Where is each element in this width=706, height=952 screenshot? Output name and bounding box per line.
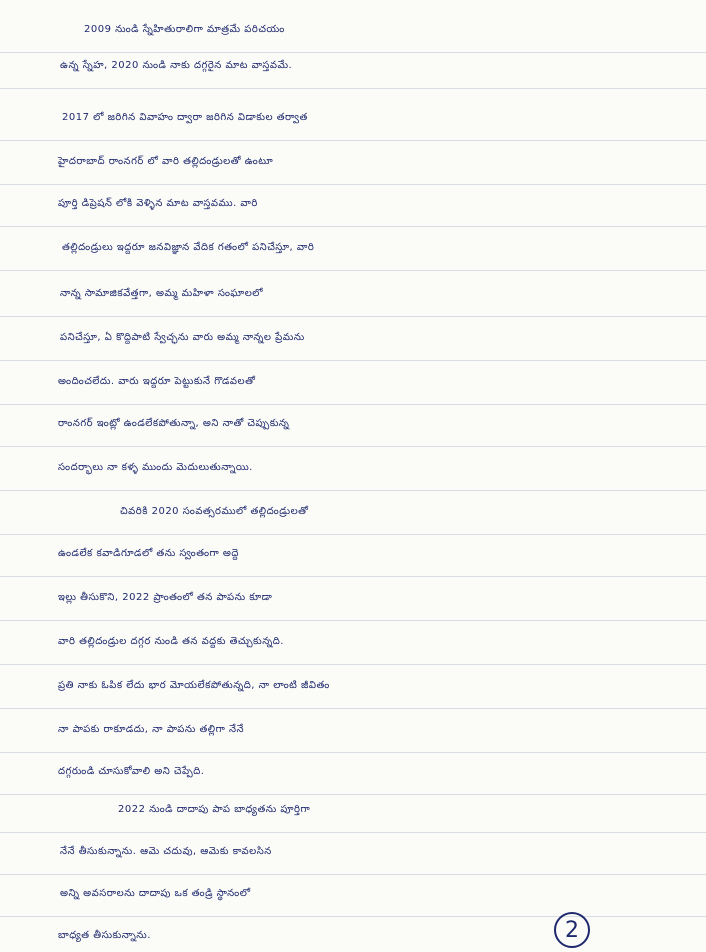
ruled-line (0, 874, 706, 875)
ruled-line (0, 620, 706, 621)
ruled-line (0, 664, 706, 665)
ruled-line (0, 534, 706, 535)
ruled-line (0, 708, 706, 709)
handwritten-line: దగ్గరుండి చూసుకోవాలి అని చెప్పేది. (58, 766, 205, 777)
ruled-line (0, 226, 706, 227)
ruled-line (0, 752, 706, 753)
handwritten-line: అన్ని అవసరాలను దాదాపు ఒక తండ్రి స్థానంలో (60, 888, 251, 899)
ruled-line (0, 446, 706, 447)
ruled-line (0, 88, 706, 89)
ruled-line (0, 576, 706, 577)
ruled-line (0, 832, 706, 833)
ruled-line (0, 916, 706, 917)
handwritten-line: చివరికి 2020 సంవత్సరములో తల్లిదండ్రులతో (120, 506, 309, 517)
handwritten-line: ఉన్న స్నేహ, 2020 నుండి నాకు దగ్గరైన మాట వాస్తవమే. (60, 60, 293, 71)
handwritten-line: అందించలేదు. వారు ఇద్దరూ పెట్టుకునే గొడవలతో (58, 376, 256, 387)
handwritten-line: ప్రతి నాకు ఓపిక లేదు భార మోయలేకపోతున్నది, నా లాంటి జీవితం (58, 680, 330, 691)
handwritten-line: నా పాపకు రాకూడదు, నా పాపను తల్లిగా నేనే (58, 724, 245, 735)
handwritten-line: పనిచేస్తూ, ఏ కొద్దిపాటి స్వేచ్ఛను వారు అమ్మ నాన్నల ప్రేమను (60, 332, 305, 343)
handwritten-line: బాధ్యత తీసుకున్నాను. (58, 930, 151, 941)
ruled-line (0, 184, 706, 185)
handwritten-line: 2017 లో జరిగిన వివాహం ద్వారా జరిగిన విడాకుల తర్వాత (62, 112, 308, 123)
handwritten-line: నాన్న సామాజికవేత్తగా, అమ్మ మహిళా సంఘాలలో (60, 288, 264, 299)
ruled-line (0, 404, 706, 405)
ruled-line (0, 316, 706, 317)
handwritten-line: 2009 నుండి స్నేహితురాలిగా మాత్రమే పరిచయం (84, 24, 285, 35)
handwritten-line: వారి తల్లిదండ్రుల దగ్గర నుండి తన వద్దకు తెచ్చుకున్నది. (58, 636, 284, 647)
ruled-line (0, 140, 706, 141)
handwritten-line: నేనే తీసుకున్నాను. ఆమె చదువు, ఆమెకు కావలసిన (60, 846, 272, 857)
handwritten-line: సందర్భాలు నా కళ్ళ ముందు మెదులుతున్నాయి. (58, 462, 253, 473)
handwritten-line: 2022 నుండి దాదాపు పాప బాధ్యతను పూర్తిగా (118, 804, 311, 815)
handwritten-line: తల్లిదండ్రులు ఇద్దరూ జనవిజ్ఞాన వేదిక గతంలో పనిచేస్తూ, వారి (62, 242, 315, 253)
ruled-line (0, 360, 706, 361)
ruled-line (0, 490, 706, 491)
ruled-line (0, 270, 706, 271)
handwritten-line: పూర్తి డిప్రెషన్ లోకి వెళ్ళిన మాట వాస్తవము. వారి (58, 198, 258, 209)
handwritten-line: హైదరాబాద్ రాంనగర్ లో వారి తల్లిదండ్రులతో ఉంటూ (58, 156, 274, 167)
handwritten-line: ఉండలేక కవాడిగూడలో తను స్వంతంగా అద్దె (58, 548, 239, 559)
page-number: 2 (554, 912, 590, 948)
handwritten-line: ఇల్లు తీసుకొని, 2022 ప్రాంతంలో తన పాపను కూడా (58, 592, 273, 603)
handwritten-line: రాంనగర్ ఇంట్లో ఉండలేకపోతున్నా, అని నాతో చెప్పుకున్న (58, 418, 290, 429)
